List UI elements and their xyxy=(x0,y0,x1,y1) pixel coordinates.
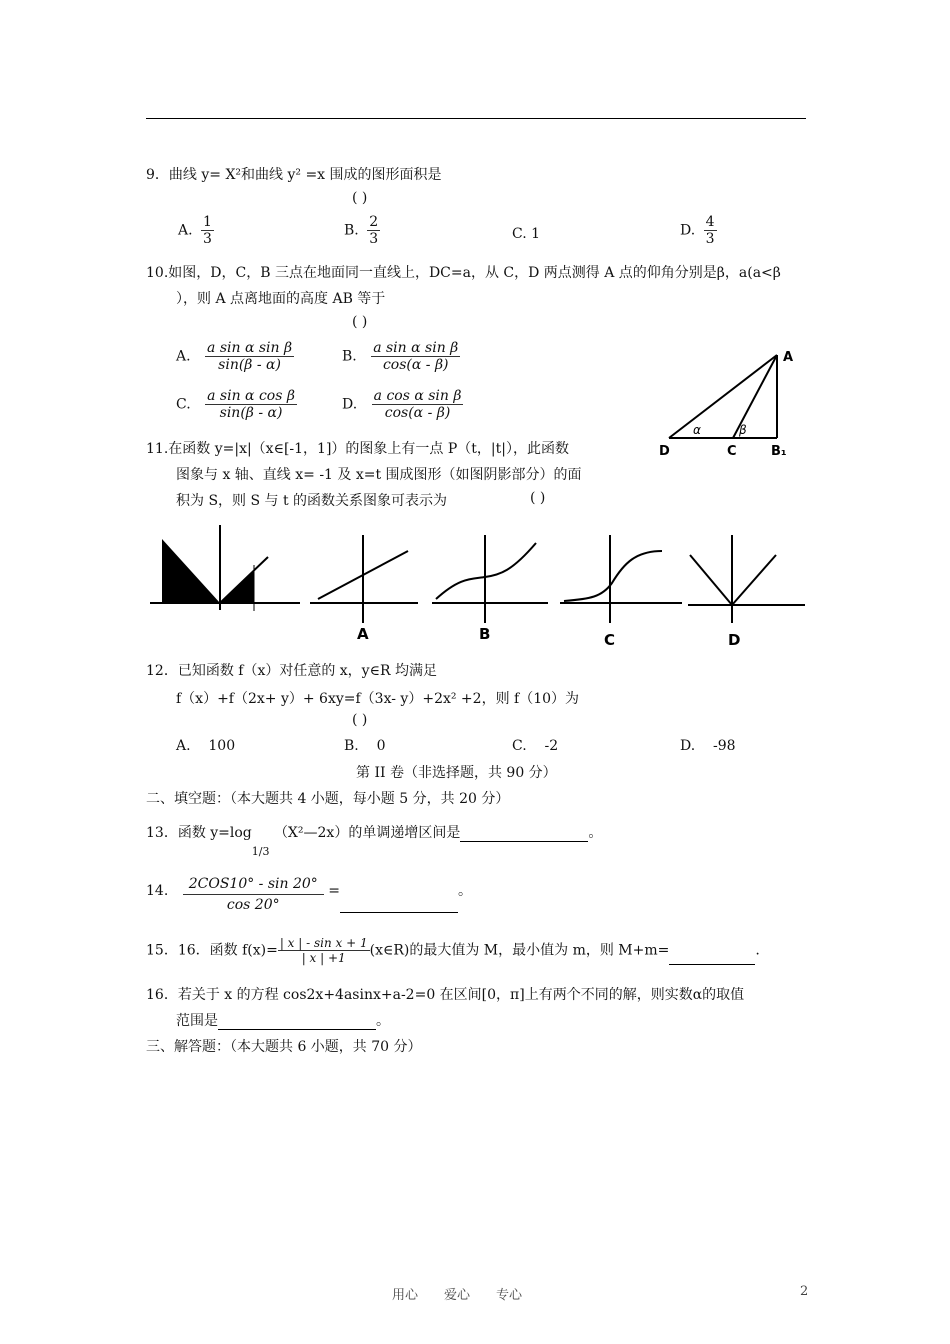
label-c: C xyxy=(727,444,737,459)
page-number: 2 xyxy=(800,1284,809,1299)
graph-a-label: A xyxy=(357,625,369,643)
label-alpha: α xyxy=(693,423,701,437)
q10-stem-line1: 10.如图，D，C，B 三点在地面同一直线上，DC=a，从 C，D 两点测得 A 点的仰角分别是β，a(a<β xyxy=(146,265,781,281)
q10-option-c: C. $\frac{\text{a sin α cos β}}{\sin(\beta - \alpha)}$ xyxy=(176,388,295,421)
q12-stem-line1: 12．已知函数 f（x）对任意的 x，y∈R 均满足 xyxy=(146,663,437,679)
footer-motto: 用心 爱心 专心 xyxy=(392,1288,523,1303)
q9-option-a: A. $\frac{1}{3}$ xyxy=(178,214,212,247)
header-rule xyxy=(146,118,806,119)
q9-answer-paren: ( ) xyxy=(352,190,368,206)
q10-option-b: B. $\frac{\text{a sin α sin β}}{\cos(\alpha - \beta)}$ xyxy=(342,340,459,373)
q9-option-c: C. 1 xyxy=(512,226,541,242)
graph-b-label: B xyxy=(479,625,491,643)
part2-heading: 二、填空题：（本大题共 4 小题，每小题 5 分，共 20 分） xyxy=(146,791,510,807)
q12-stem-line2: f（x）+f（2x+ y）+ 6xy=f（3x- y）+2x² +2，则 f（10）为 xyxy=(176,691,580,707)
q14: 14. $\frac{\text{2COS10° - sin 20°}}{\cos 20^\circ}$ = 。 xyxy=(146,876,472,913)
graph-c-label: C xyxy=(604,631,616,649)
label-beta: β xyxy=(739,423,747,437)
q11-graphs xyxy=(150,515,810,655)
q11-answer-paren: ( ) xyxy=(530,490,546,506)
q14-answer-blank[interactable] xyxy=(340,898,458,913)
part3-heading: 三、解答题：（本大题共 6 小题，共 70 分） xyxy=(146,1039,422,1055)
graph-a xyxy=(310,535,418,643)
line-da xyxy=(669,355,777,438)
q15-answer-blank[interactable] xyxy=(669,950,755,965)
q12-option-b: B. 0 xyxy=(344,738,386,754)
label-b: B₁ xyxy=(771,444,787,459)
q10-option-d: D. $\frac{\text{a cos α sin β}}{\cos(\alpha - \beta)}$ xyxy=(342,388,462,421)
q9-option-d: D. $\frac{4}{3}$ xyxy=(680,214,715,247)
q11-stem-line3: 积为 S，则 S 与 t 的函数关系图象可表示为 xyxy=(176,493,448,509)
q12-option-d: D. -98 xyxy=(680,738,736,754)
graph-c xyxy=(560,535,682,649)
label-a: A xyxy=(783,350,794,365)
section2-title: 第 II 卷（非选择题，共 90 分） xyxy=(356,765,557,781)
q12-option-c: C. -2 xyxy=(512,738,559,754)
q12-answer-paren: ( ) xyxy=(352,712,368,728)
q11-stem-line2: 图象与 x 轴、直线 x= -1 及 x=t 围成图形（如图阴影部分）的面 xyxy=(176,467,582,483)
q15: 15．16．函数 f(x)= $\frac{\text{| x | - sin x + 1}}{| x | +1}$ (x∈R)的最大值为 M，最小值为 m，则 M+m= . xyxy=(146,936,760,965)
q10-option-a: A. $\frac{\text{a sin α sin β}}{\sin(\beta - \alpha)}$ xyxy=(176,340,293,373)
q16-line2: 范围是 。 xyxy=(176,1013,390,1029)
label-d: D xyxy=(659,444,670,459)
graph-b xyxy=(432,535,548,643)
q10-answer-paren: ( ) xyxy=(352,314,368,330)
q9-option-b: B. $\frac{2}{3}$ xyxy=(344,214,379,247)
graph-d-label: D xyxy=(728,631,741,649)
q13: 13．函数 $y=\log_{1/3}$ （X²—2x）的单调递增区间是 。 xyxy=(146,825,603,858)
q16-line1: 16．若关于 x 的方程 cos2x+4asinx+a-2=0 在区间[0，π]上有两个不同的解，则实数α的取值 xyxy=(146,987,745,1003)
q16-answer-blank[interactable] xyxy=(218,1015,376,1030)
graph-shaded-area xyxy=(150,525,300,611)
q11-stem-line1: 11.在函数 y=|x|（x∈[-1，1]）的图象上有一点 P（t，|t|），此函数 xyxy=(146,441,569,457)
q10-stem-line2: ），则 A 点离地面的高度 AB 等于 xyxy=(176,291,386,307)
graph-d xyxy=(688,535,805,649)
q13-answer-blank[interactable] xyxy=(460,827,588,842)
q9-stem: 9．曲线 y= X²和曲线 y² =x 围成的图形面积是 xyxy=(146,167,442,183)
q12-option-a: A. 100 xyxy=(176,738,236,754)
q10-triangle-figure xyxy=(655,345,805,460)
